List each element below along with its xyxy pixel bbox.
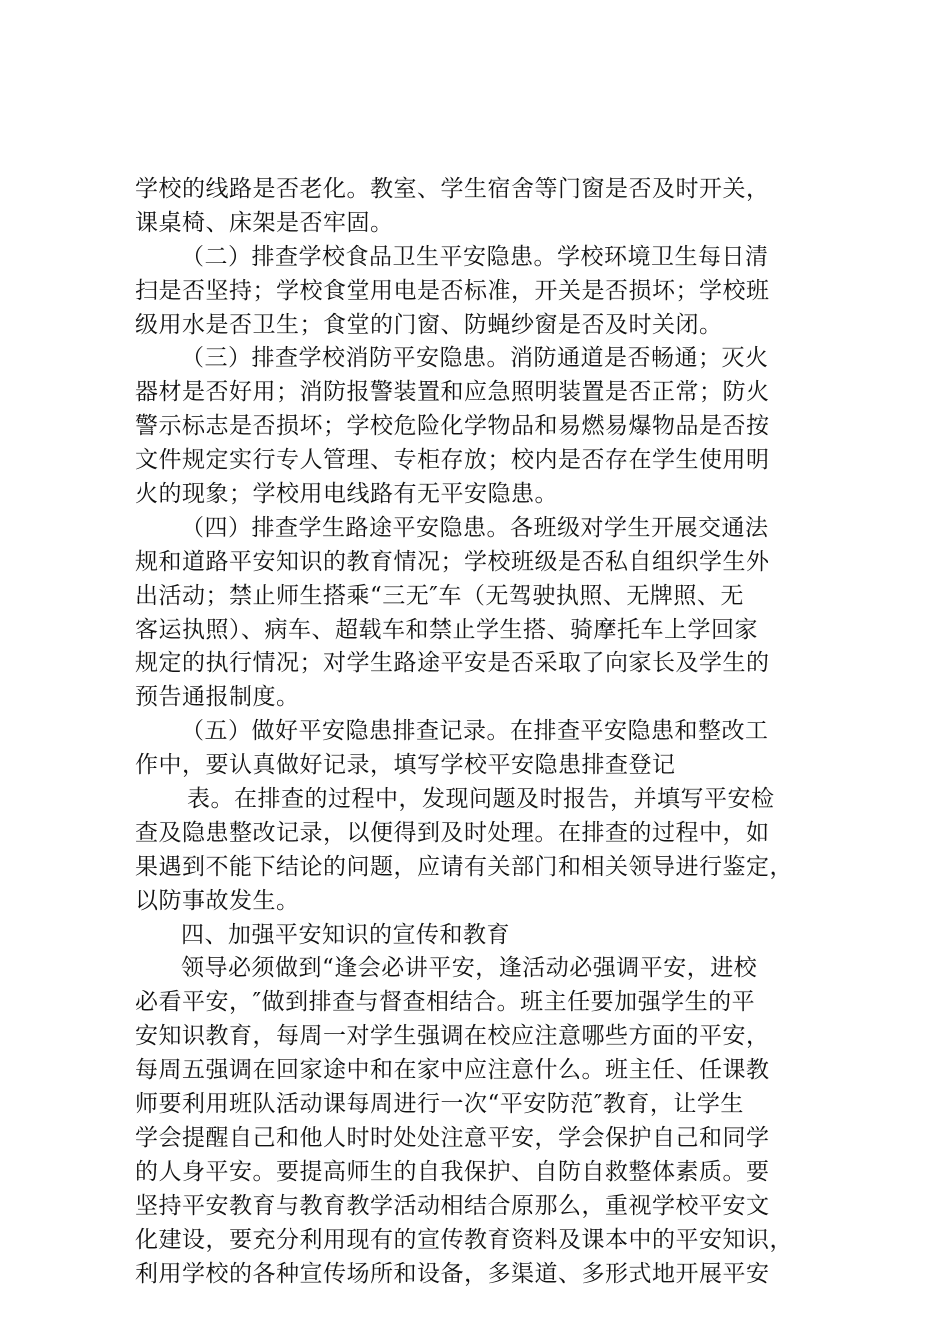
body-text [135,173,825,1291]
section-heading-2: （二）排查学校食品卫生平安隐患。学校环境卫生每日清 [181,243,769,270]
section-heading-5: （五）做好平安隐患排查记录。在排查平安隐患和整改工 [181,718,769,745]
section-heading-4: （四）排查学生路途平安隐患。各班级对学生开展交通法 [181,514,769,541]
text-line: 规和道路平安知识的教育情况；学校班级是否私自组织学生外 [135,548,770,575]
text-line: 必看平安，″做到排查与督查相结合。班主任要加强学生的平 [135,989,756,1016]
text-line: 学校的线路是否老化。教室、学生宿舍等门窗是否及时开关， [135,176,770,202]
text-line: 扫是否坚持；学校食堂用电是否标准，开关是否损坏；学校班 [135,277,770,304]
text-line: 出活动；禁止师生搭乘“三无″车（无驾驶执照、无牌照、无 [135,582,744,609]
chapter-heading: 四、加强平安知识的宣传和教育 [181,921,510,948]
text-line: 文件规定实行专人管理、专柜存放；校内是否存在学生使用明 [135,447,770,474]
text-line: 查及隐患整改记录，以便得到及时处理。在排查的过程中，如 [135,819,770,846]
text-line: 利用学校的各种宣传场所和设备，多渠道、多形式地开展平安 [135,1260,770,1287]
text-line: 安知识教育，每周一对学生强调在校应注意哪些方面的平安， [135,1023,770,1050]
text-line: 课桌椅、床架是否牢固。 [135,209,394,236]
text-line: 级用水是否卫生；食堂的门窗、防蝇纱窗是否及时关闭。 [135,311,723,338]
text-line: 领导必须做到“逢会必讲平安，逢活动必强调平安，进校 [181,955,758,982]
text-line: 器材是否好用；消防报警装置和应急照明装置是否正常；防火 [135,379,770,406]
text-line: 客运执照）、病车、超载车和禁止学生搭、骑摩托车上学回家 [135,616,758,643]
text-line: 作中，要认真做好记录，填写学校平安隐患排查登记 [135,752,676,779]
text-line: 坚持平安教育与教育教学活动相结合原那么，重视学校平安文 [135,1192,770,1219]
text-line: 表。在排查的过程中，发现问题及时报告，并填写平安检 [187,786,775,813]
text-line: 每周五强调在回家途中和在家中应注意什么。班主任、任课教 [135,1057,770,1084]
text-line: 学会提醒自己和他人时时处处注意平安，学会保护自己和同学 [135,1124,770,1151]
text-line: 果遇到不能下结论的问题，应请有关部门和相关领导进行鉴定， [135,853,793,880]
text-line: 警示标志是否损坏；学校危险化学物品和易燃易爆物品是否按 [135,413,770,440]
text-line: 预告通报制度。 [135,684,300,711]
text-line: 以防事故发生。 [135,887,300,914]
text-line: 师要利用班队活动课每周进行一次“平安防范″教育，让学生 [135,1091,744,1118]
text-line: 化建设，要充分利用现有的宣传教育资料及课本中的平安知识， [135,1226,793,1253]
text-line: 的人身平安。要提高师生的自我保护、自防自救整体素质。要 [135,1158,770,1185]
section-heading-3: （三）排查学校消防平安隐患。消防通道是否畅通；灭火 [181,345,769,372]
text-line: 火的现象；学校用电线路有无平安隐患。 [135,481,558,508]
text-line: 规定的执行情况；对学生路途平安是否采取了向家长及学生的 [135,650,770,677]
